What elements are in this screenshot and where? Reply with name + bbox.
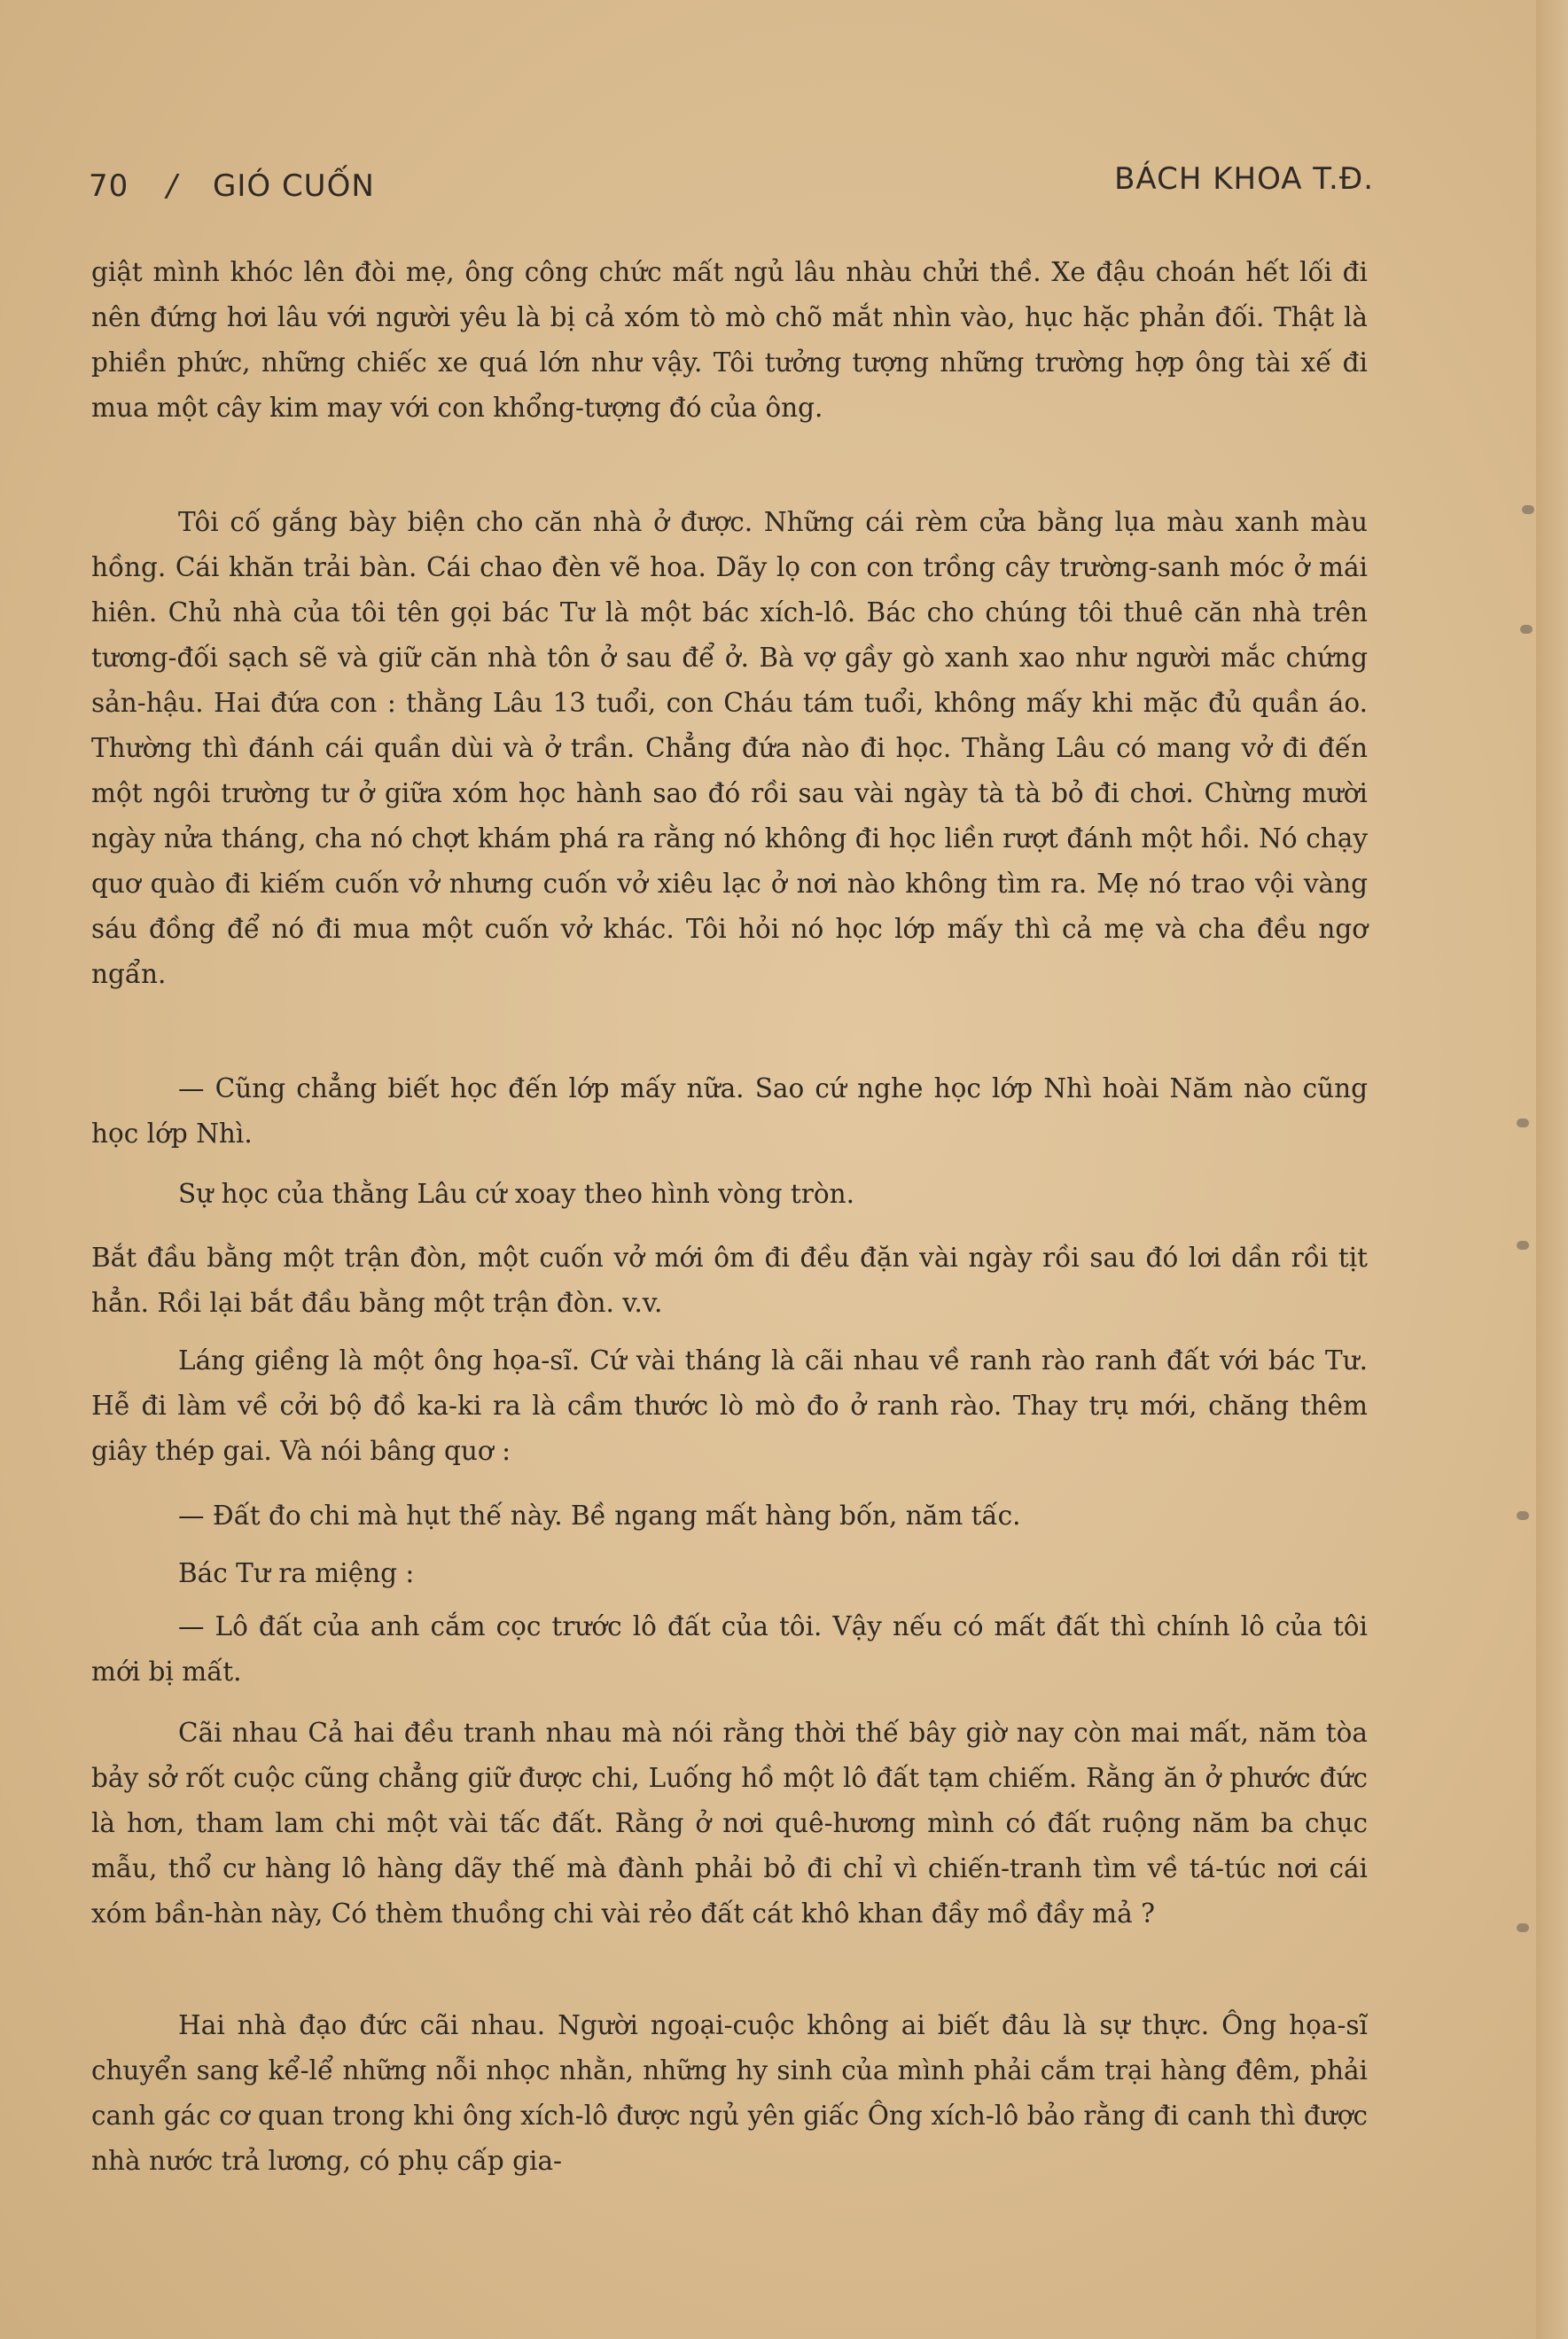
binding-mark	[1517, 1923, 1529, 1932]
body-text	[91, 500, 1368, 997]
binding-mark	[1522, 505, 1534, 514]
binding-mark	[1517, 1119, 1529, 1127]
binding-mark	[1517, 1241, 1529, 1250]
paragraph: Bác Tư ra miệng :	[178, 1558, 415, 1588]
body-text	[91, 1604, 1368, 1695]
binding-mark	[1517, 1511, 1529, 1520]
dialogue-line: — Lô đất của anh cắm cọc trước lô đất của tôi. Vậy nếu có mất đất thì chính lô của tôi mới bị mất.	[91, 1611, 1368, 1687]
body-text	[91, 1551, 1368, 1596]
body-text	[91, 2003, 1368, 2184]
body-text	[91, 1338, 1368, 1474]
running-title: BÁCH KHOA T.Đ.	[1114, 161, 1374, 197]
body-text	[91, 1493, 1368, 1539]
running-header	[89, 161, 1374, 213]
body-text	[91, 1236, 1368, 1326]
dialogue-line: — Đất đo chi mà hụt thế này. Bề ngang mất hàng bốn, năm tấc.	[178, 1501, 1021, 1531]
page-number: 70	[89, 168, 129, 204]
body-text	[91, 250, 1368, 431]
binding-mark	[1520, 625, 1533, 634]
body-text	[91, 1711, 1368, 1937]
body-text	[91, 1172, 1368, 1217]
body-text	[91, 1066, 1368, 1157]
header-separator: /	[167, 168, 178, 204]
paragraph: Bắt đầu bằng một trận đòn, một cuốn vở mới ôm đi đều đặn vài ngày rồi sau đó lơi dần rồi tịt hẳn. Rồi lại bắt đầu bằng một trận đòn. v.v.	[91, 1243, 1368, 1318]
book-title: GIÓ CUỐN	[213, 168, 375, 204]
page-edge	[1536, 0, 1568, 2339]
paragraph: Cãi nhau Cả hai đều tranh nhau mà nói rằng thời thế bây giờ nay còn mai mất, năm tòa bảy sở rốt cuộc cũng chẳng giữ được chi, Luống hồ một lô đất tạm chiếm. Rằng ăn ở phước đức là hơn, tham lam chi một vài tấc đất. Rằng ở nơi quê-hương mình có đất ruộng năm ba chục mẫu, thổ cư hàng lô hàng dãy thế mà đành phải bỏ đi chỉ vì chiến-tranh tìm về tá-túc nơi cái xóm bần-hàn này, Có thèm thuồng chi vài rẻo đất cát khô khan đầy mồ đầy mả ?	[91, 1718, 1368, 1929]
paragraph: Hai nhà đạo đức cãi nhau. Người ngoại-cuộc không ai biết đâu là sự thực. Ông họa-sĩ chuyển sang kể-lể những nỗi nhọc nhằn, những hy sinh của mình phải cắm trại hàng đêm, phải canh gác cơ quan trong khi ông xích-lô được ngủ yên giấc Ông xích-lô bảo rằng đi canh thì được nhà nước trả lương, có phụ cấp gia-	[91, 2010, 1368, 2176]
dialogue-line: — Cũng chẳng biết học đến lớp mấy nữa. Sao cứ nghe học lớp Nhì hoài Năm nào cũng học lớp Nhì.	[91, 1073, 1368, 1149]
paragraph: giật mình khóc lên đòi mẹ, ông công chức mất ngủ lâu nhàu chửi thề. Xe đậu choán hết lối đi nên đứng hơi lâu với người yêu là bị cả xóm tò mò chõ mắt nhìn vào, hục hặc phản đối. Thật là phiền phức, những chiếc xe quá lớn như vậy. Tôi tưởng tượng những trường hợp ông tài xế đi mua một cây kim may với con khổng-tượng đó của ông.	[91, 257, 1368, 423]
paragraph: Tôi cố gắng bày biện cho căn nhà ở được. Những cái rèm cửa bằng lụa màu xanh màu hồng. Cái khăn trải bàn. Cái chao đèn vẽ hoa. Dãy lọ con con trồng cây trường-sanh móc ở mái hiên. Chủ nhà của tôi tên gọi bác Tư là một bác xích-lô. Bác cho chúng tôi thuê căn nhà trên tương-đối sạch sẽ và giữ căn nhà tôn ở sau để ở. Bà vợ gầy gò xanh xao như người mắc chứng sản-hậu. Hai đứa con : thằng Lâu 13 tuổi, con Cháu tám tuổi, không mấy khi mặc đủ quần áo. Thường thì đánh cái quần dùi và ở trần. Chẳng đứa nào đi học. Thằng Lâu có mang vở đi đến một ngôi trường tư ở giữa xóm học hành sao đó rồi sau vài ngày tà tà bỏ đi chơi. Chừng mười ngày nửa tháng, cha nó chợt khám phá ra rằng nó không đi học liền rượt đánh một hồi. Nó chạy quơ quào đi kiếm cuốn vở nhưng cuốn vở xiêu lạc ở nơi nào không tìm ra. Mẹ nó trao vội vàng sáu đồng để nó đi mua một cuốn vở khác. Tôi hỏi nó học lớp mấy thì cả mẹ và cha đều ngơ ngẩn.	[91, 507, 1368, 989]
paragraph: Sự học của thằng Lâu cứ xoay theo hình vòng tròn.	[178, 1179, 854, 1209]
paragraph: Láng giềng là một ông họa-sĩ. Cứ vài tháng là cãi nhau về ranh rào ranh đất với bác Tư. Hễ đi làm về cởi bộ đồ ka-ki ra là cầm thước lò mò đo ở ranh rào. Thay trụ mới, chăng thêm giây thép gai. Và nói bâng quơ :	[91, 1345, 1368, 1466]
